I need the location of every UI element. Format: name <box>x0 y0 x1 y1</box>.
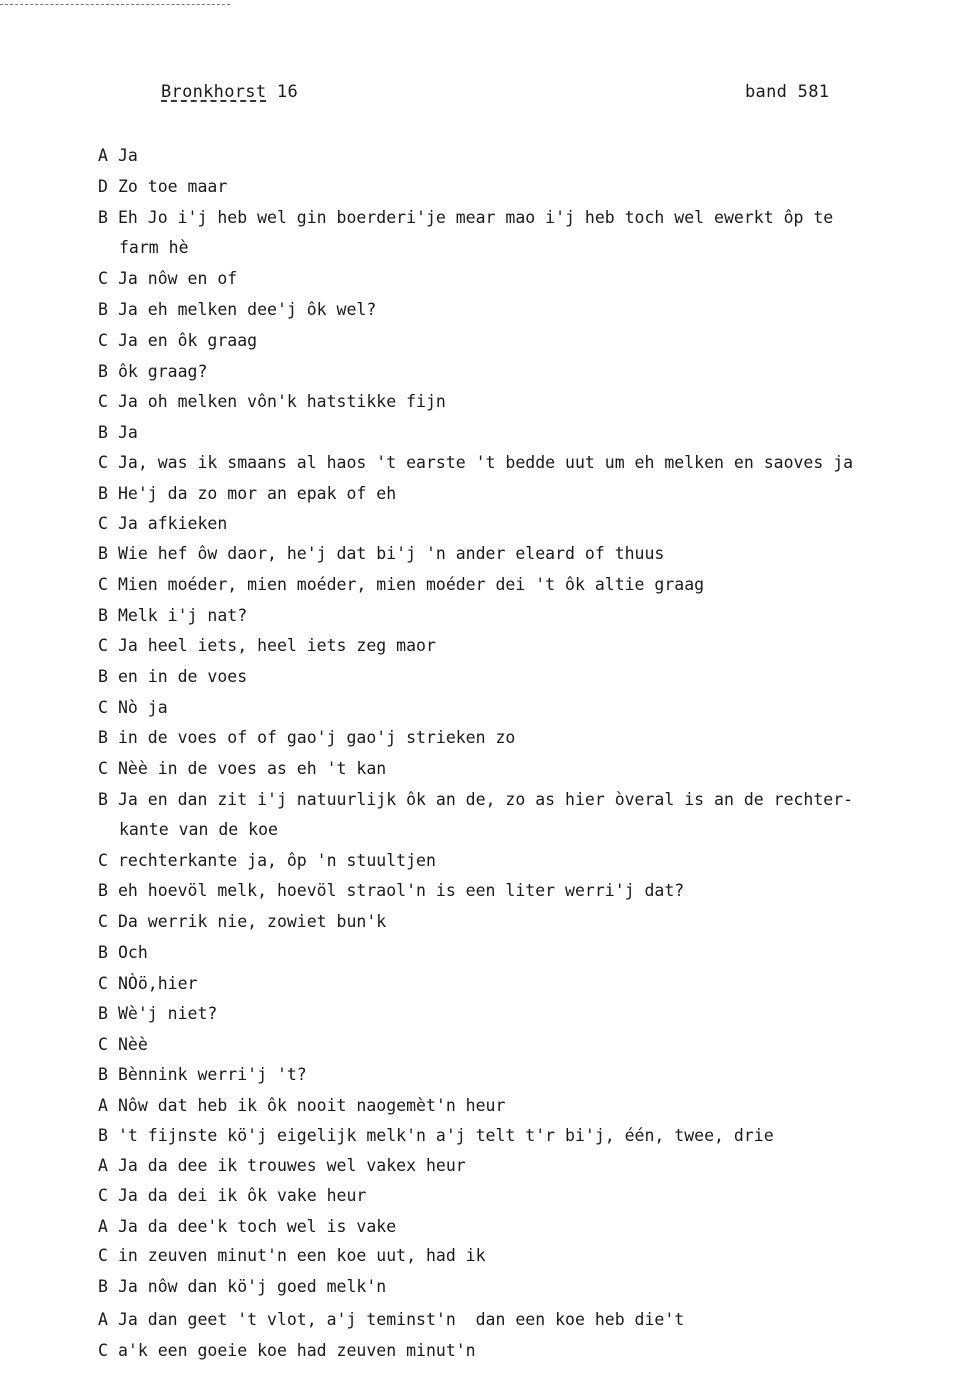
speaker-label: B <box>98 728 108 747</box>
utterance-text: kante van de koe <box>119 820 278 839</box>
utterance-text: Nò ja <box>118 698 168 717</box>
speaker-label: C <box>98 912 108 931</box>
utterance-text: NÒö,hier <box>118 974 198 993</box>
speaker-label: C <box>98 1186 108 1205</box>
speaker-label: B <box>98 881 108 900</box>
transcript-line <box>98 514 928 534</box>
header-band: band 581 <box>745 82 830 102</box>
speaker-label: C <box>98 269 108 288</box>
speaker-label: C <box>98 636 108 655</box>
transcript-line <box>98 1065 928 1085</box>
utterance-text: Eh Jo i'j heb wel gin boerderi'je mear mao i'j heb toch wel ewerkt ôp te <box>118 208 834 227</box>
utterance-text: Wie hef ôw daor, he'j dat bi'j 'n ander eleard of thuus <box>118 544 665 563</box>
transcript-line <box>98 912 928 932</box>
header-number: 16 <box>276 82 298 102</box>
speaker-label: B <box>98 300 108 319</box>
speaker-label: B <box>98 606 108 625</box>
speaker-label: B <box>98 208 108 227</box>
transcript-line <box>98 943 928 963</box>
speaker-label: B <box>98 943 108 962</box>
speaker-label: A <box>98 1156 108 1175</box>
utterance-text: Wè'j niet? <box>118 1004 218 1023</box>
speaker-label: A <box>98 146 108 165</box>
utterance-text: Melk i'j nat? <box>118 606 248 625</box>
transcript-line <box>98 453 928 473</box>
utterance-text: ôk graag? <box>118 362 208 381</box>
speaker-label: C <box>98 759 108 778</box>
speaker-label: C <box>98 698 108 717</box>
page-header-left <box>161 82 298 102</box>
speaker-label: A <box>98 1310 108 1329</box>
utterance-text: Ja nôw dan kö'j goed melk'n <box>118 1277 387 1296</box>
transcript-line <box>119 238 949 258</box>
speaker-label: C <box>98 392 108 411</box>
utterance-text: en in de voes <box>118 667 248 686</box>
utterance-text: Ja oh melken vôn'k hatstikke fijn <box>118 392 446 411</box>
header-place: Bronkhorst <box>161 82 267 102</box>
transcript-line <box>98 177 928 197</box>
transcript-line <box>98 146 928 166</box>
speaker-label: B <box>98 362 108 381</box>
transcript-line <box>98 698 928 718</box>
speaker-label: B <box>98 484 108 503</box>
speaker-label: C <box>98 331 108 350</box>
transcript-line <box>98 544 928 564</box>
utterance-text: a'k een goeie koe had zeuven minut'n <box>118 1341 476 1360</box>
utterance-text: Mien moéder, mien moéder, mien moéder dei 't ôk altie graag <box>118 575 705 594</box>
transcript-line <box>98 881 928 901</box>
utterance-text: Ja heel iets, heel iets zeg maor <box>118 636 436 655</box>
speaker-label: B <box>98 790 108 809</box>
speaker-label: C <box>98 575 108 594</box>
transcript-line <box>98 790 928 810</box>
utterance-text: Ja dan geet 't vlot, a'j teminst'n dan een koe heb die't <box>118 1310 685 1329</box>
utterance-text: farm hè <box>119 238 189 257</box>
transcript-line <box>98 1035 928 1055</box>
transcript-line <box>98 331 928 351</box>
utterance-text: Ja eh melken dee'j ôk wel? <box>118 300 377 319</box>
transcript-line <box>98 1341 928 1361</box>
utterance-text: Och <box>118 943 148 962</box>
utterance-text: Nôw dat heb ik ôk nooit naogemèt'n heur <box>118 1096 506 1115</box>
utterance-text: in zeuven minut'n een koe uut, had ik <box>118 1246 486 1265</box>
transcript-line <box>98 667 928 687</box>
speaker-label: B <box>98 667 108 686</box>
transcript-line <box>98 759 928 779</box>
transcript-line <box>98 1217 928 1237</box>
transcript-line <box>98 392 928 412</box>
utterance-text: in de voes of of gao'j gao'j strieken zo <box>118 728 516 747</box>
utterance-text: Zo toe maar <box>118 177 228 196</box>
transcript-line <box>98 851 928 871</box>
speaker-label: D <box>98 177 108 196</box>
speaker-label: B <box>98 1126 108 1145</box>
speaker-label: C <box>98 1246 108 1265</box>
transcript-line <box>98 269 928 289</box>
speaker-label: A <box>98 1217 108 1236</box>
transcript-line <box>98 423 928 443</box>
utterance-text: Ja en ôk graag <box>118 331 258 350</box>
transcript-line <box>98 636 928 656</box>
utterance-text: rechterkante ja, ôp 'n stuultjen <box>118 851 436 870</box>
scan-edge-marks <box>0 4 230 9</box>
speaker-label: B <box>98 544 108 563</box>
transcript-line <box>98 1310 928 1330</box>
utterance-text: Ja da dei ik ôk vake heur <box>118 1186 367 1205</box>
transcript-line <box>98 1186 928 1206</box>
utterance-text: eh hoevöl melk, hoevöl straol'n is een liter werri'j dat? <box>118 881 685 900</box>
transcript-line <box>98 300 928 320</box>
utterance-text: Nèè <box>118 1035 148 1054</box>
speaker-label: C <box>98 851 108 870</box>
speaker-label: C <box>98 1035 108 1054</box>
transcript-line <box>98 208 928 228</box>
transcript-line <box>98 1004 928 1024</box>
transcript-line <box>98 1126 928 1146</box>
transcript-line <box>98 1277 928 1297</box>
speaker-label: B <box>98 423 108 442</box>
transcript-line <box>98 1246 928 1266</box>
transcript-line <box>119 820 949 840</box>
utterance-text: Ja, was ik smaans al haos 't earste 't bedde uut um eh melken en saoves ja <box>118 453 854 472</box>
speaker-label: B <box>98 1065 108 1084</box>
transcript-line <box>98 362 928 382</box>
transcript-line <box>98 484 928 504</box>
speaker-label: B <box>98 1004 108 1023</box>
speaker-label: A <box>98 1096 108 1115</box>
transcript-line <box>98 606 928 626</box>
utterance-text: Ja nôw en of <box>118 269 238 288</box>
utterance-text: Ja da dee'k toch wel is vake <box>118 1217 397 1236</box>
utterance-text: Nèè in de voes as eh 't kan <box>118 759 387 778</box>
utterance-text: Ja afkieken <box>118 514 228 533</box>
transcript-line <box>98 728 928 748</box>
speaker-label: C <box>98 514 108 533</box>
utterance-text: Ja <box>118 423 138 442</box>
utterance-text: He'j da zo mor an epak of eh <box>118 484 397 503</box>
transcript-line <box>98 974 928 994</box>
utterance-text: Ja <box>118 146 138 165</box>
utterance-text: Bènnink werri'j 't? <box>118 1065 307 1084</box>
speaker-label: C <box>98 453 108 472</box>
speaker-label: C <box>98 974 108 993</box>
speaker-label: C <box>98 1341 108 1360</box>
transcript-line <box>98 1156 928 1176</box>
transcript-line <box>98 575 928 595</box>
utterance-text: Ja da dee ik trouwes wel vakex heur <box>118 1156 466 1175</box>
utterance-text: Da werrik nie, zowiet bun'k <box>118 912 387 931</box>
speaker-label: B <box>98 1277 108 1296</box>
utterance-text: Ja en dan zit i'j natuurlijk ôk an de, zo as hier òveral is an de rechter- <box>118 790 854 809</box>
utterance-text: 't fijnste kö'j eigelijk melk'n a'j telt t'r bi'j, één, twee, drie <box>118 1126 774 1145</box>
transcript-line <box>98 1096 928 1116</box>
